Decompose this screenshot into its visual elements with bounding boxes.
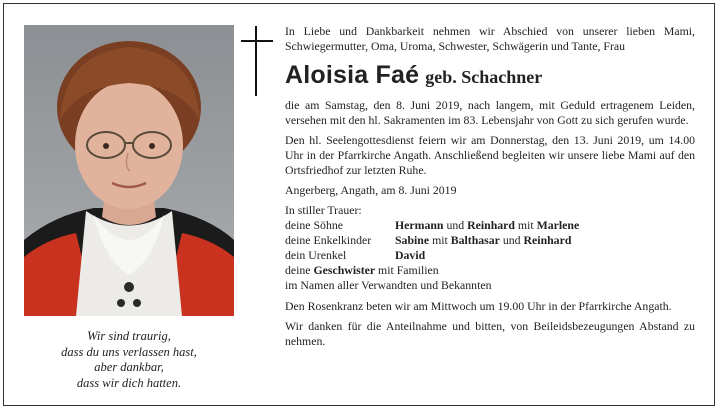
sons-label: deine Söhne (285, 218, 343, 232)
great-grandchild-name: David (395, 248, 426, 262)
mass-text: Den hl. Seelengottesdienst feiern wir am Donnerstag, den 13. Juni 2019, um 14.00 Uhr in der Pfarrkirche Angath. Anschließend begleiten wir unsere liebe Mami auf den Ortsfriedhof zur letzten Ruhe. (285, 133, 695, 177)
quote-line: dass du uns verlassen hast, (61, 344, 197, 359)
thanks-text: Wir danken für die Anteilnahme und bitten, von Beileidsbezeugungen Abstand zu nehmen. (285, 319, 695, 348)
rosary-text: Den Rosenkranz beten wir am Mittwoch um 19.00 Uhr in der Pfarrkirche Angath. (285, 299, 672, 313)
memorial-quote (24, 329, 234, 391)
grandchildren-label: deine Enkelkinder (285, 233, 372, 247)
cross-icon (241, 26, 273, 96)
grandchildren-names: Sabine mit Balthasar und Reinhard (395, 233, 572, 247)
intro-text: In Liebe und Dankbarkeit nehmen wir Abschied von unserer lieben Mami, Schwiegermutter, Oma, Uroma, Schwester, Schwägerin und Tante, Frau (285, 24, 695, 53)
mourners-list (285, 203, 695, 293)
relatives-line: im Namen aller Verwandten und Bekannten (285, 278, 492, 292)
notice-text (285, 24, 695, 354)
birth-name: geb. Schachner (425, 67, 543, 87)
death-text: die am Samstag, den 8. Juni 2019, nach langem, mit Geduld ertragenem Leiden, versehen mit den hl. Sakramenten im 83. Lebensjahr von Gott zu sich gerufen wurde. (285, 98, 695, 127)
quote-line: Wir sind traurig, (87, 329, 171, 343)
place-date: Angerberg, Angath, am 8. Juni 2019 (285, 183, 457, 197)
great-grandchild-label: dein Urenkel (285, 248, 347, 262)
name-label: Aloisia Faé (285, 61, 420, 89)
portrait-photo (24, 25, 234, 316)
mourners-heading: In stiller Trauer: (285, 203, 362, 217)
quote-line: dass wir dich hatten. (76, 375, 182, 390)
deceased-name (285, 60, 695, 94)
sons-names: Hermann und Reinhard mit Marlene (395, 218, 580, 232)
quote-line: aber dankbar, (94, 360, 164, 374)
siblings-line: deine Geschwister mit Familien (285, 263, 439, 277)
